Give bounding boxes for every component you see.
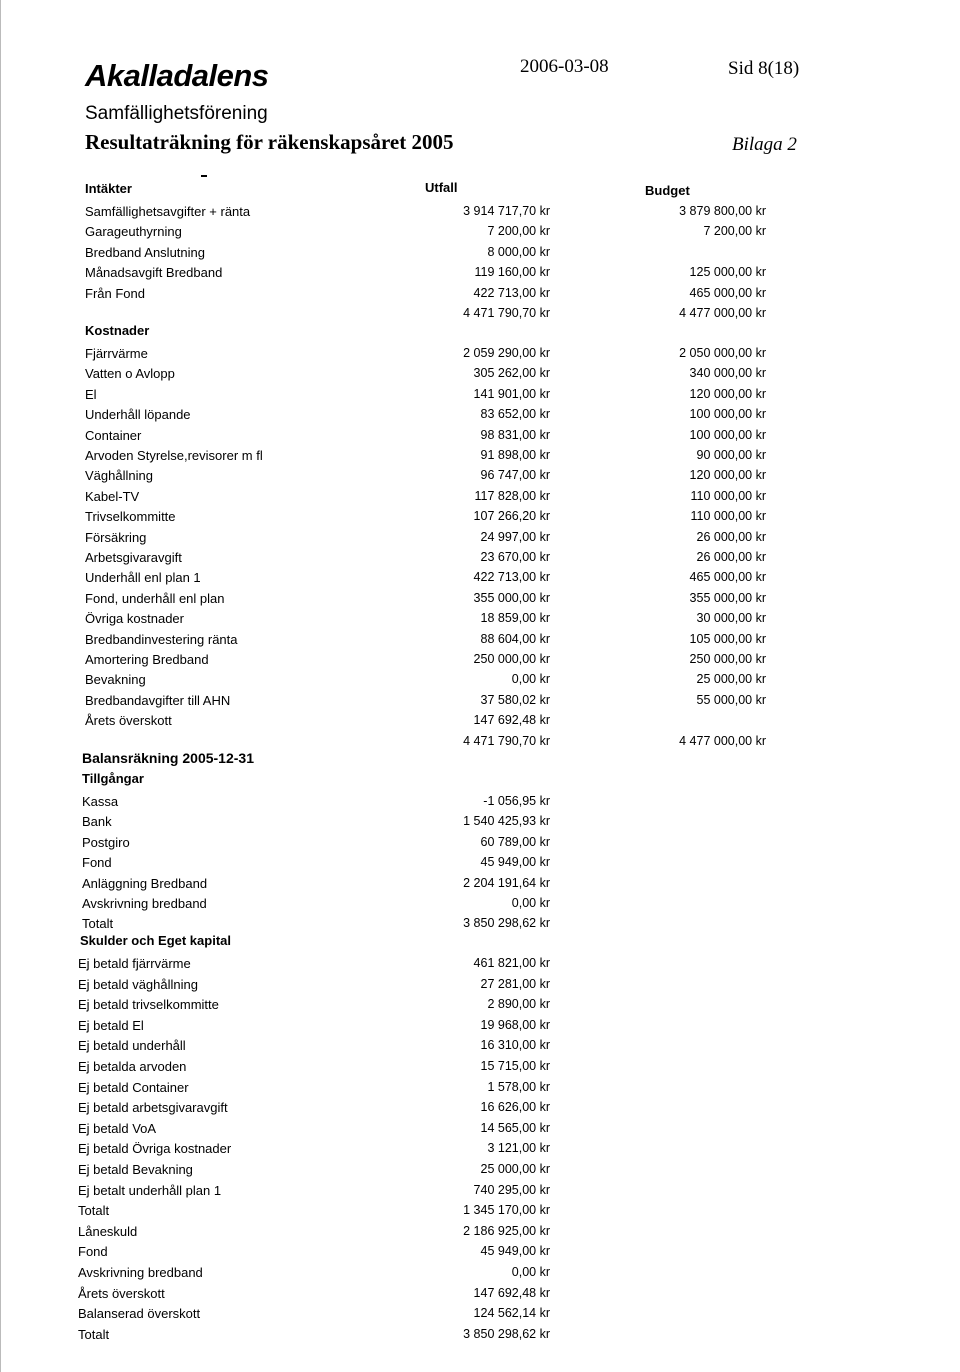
row-outcome-value: 37 580,02 kr (480, 692, 550, 707)
row-label: Totalt (82, 916, 114, 932)
row-budget-value: 120 000,00 kr (689, 386, 766, 401)
row-label: Bank (82, 814, 112, 830)
row-label: Ej betald Övriga kostnader (78, 1141, 232, 1157)
table-row (0, 1121, 960, 1141)
row-label: Totalt (78, 1326, 110, 1342)
table-row (0, 1100, 960, 1120)
table-row (0, 530, 960, 550)
column-header-outcome: Utfall (425, 180, 458, 195)
row-outcome-value: 88 604,00 kr (480, 631, 550, 646)
row-label: Bredbandavgifter till AHN (85, 692, 231, 708)
row-outcome-value: 117 828,00 kr (474, 488, 550, 503)
row-outcome-value: 1 345 170,00 kr (463, 1203, 550, 1218)
row-label: Samfällighetsavgifter + ränta (85, 204, 251, 219)
row-outcome-value: 422 713,00 kr (473, 570, 550, 585)
row-outcome-value: 2 204 191,64 kr (463, 875, 550, 890)
row-outcome-value: 24 997,00 kr (480, 529, 550, 544)
row-outcome-value: 19 968,00 kr (480, 1017, 550, 1032)
table-row (0, 286, 960, 306)
table-row (0, 1059, 960, 1079)
row-label: Försäkring (85, 529, 147, 545)
document-date: 2006-03-08 (520, 56, 609, 77)
row-outcome-value: 1 540 425,93 kr (463, 814, 550, 829)
row-label: Ej betald El (78, 1017, 144, 1033)
column-header-budget: Budget (645, 183, 690, 198)
row-budget-value: 120 000,00 kr (689, 468, 766, 483)
table-row (0, 611, 960, 631)
row-budget-value: 30 000,00 kr (696, 611, 766, 626)
row-label: Övriga kostnader (85, 611, 184, 627)
row-outcome-value: 45 949,00 kr (480, 855, 550, 870)
row-label: Årets överskott (78, 1285, 165, 1301)
row-outcome-value: 16 310,00 kr (480, 1038, 550, 1053)
row-label: Väghållning (85, 468, 153, 484)
row-outcome-value: 3 850 298,62 kr (463, 1326, 550, 1341)
row-label: Arvoden Styrelse,revisorer m fl (85, 448, 263, 463)
row-outcome-value: 124 562,14 kr (473, 1306, 550, 1321)
row-budget-value: 26 000,00 kr (696, 529, 766, 544)
table-row (0, 997, 960, 1017)
scan-speck (201, 175, 207, 177)
row-label: Ej betald VoA (78, 1120, 157, 1136)
row-budget-value: 110 000,00 kr (690, 488, 766, 503)
row-budget-value: 7 200,00 kr (703, 224, 766, 239)
table-row (0, 713, 960, 733)
table-row (0, 652, 960, 672)
row-outcome-value: 4 471 790,70 kr (463, 306, 550, 320)
row-label: Vatten o Avlopp (85, 366, 175, 382)
table-row (0, 956, 960, 976)
row-outcome-value: 15 715,00 kr (480, 1059, 550, 1073)
table-row (0, 1244, 960, 1264)
table-row (0, 876, 960, 896)
row-outcome-value: -1 056,95 kr (483, 794, 550, 808)
row-label: Från Fond (85, 285, 145, 301)
row-label: Trivselkommitte (85, 509, 176, 525)
row-outcome-value: 147 692,48 kr (473, 713, 550, 728)
row-budget-value: 250 000,00 kr (689, 652, 766, 666)
row-budget-value: 90 000,00 kr (696, 448, 766, 462)
table-row (0, 672, 960, 692)
row-label: Kabel-TV (85, 488, 140, 504)
table-row (0, 1038, 960, 1058)
table-row (0, 1203, 960, 1223)
row-label: Månadsavgift Bredband (85, 265, 223, 281)
appendix-label: Bilaga 2 (732, 134, 797, 155)
row-budget-value: 55 000,00 kr (696, 692, 766, 707)
row-label: Kassa (82, 794, 119, 809)
row-outcome-value: 3 914 717,70 kr (463, 204, 550, 218)
row-label: Anläggning Bredband (82, 875, 208, 891)
row-outcome-value: 305 262,00 kr (473, 366, 550, 381)
row-outcome-value: 3 850 298,62 kr (463, 916, 550, 931)
table-row (0, 693, 960, 713)
row-label: Ej betalda arvoden (78, 1059, 187, 1074)
table-row (0, 896, 960, 916)
row-outcome-value: 14 565,00 kr (480, 1120, 550, 1135)
row-outcome-value: 45 949,00 kr (480, 1244, 550, 1259)
table-row (0, 509, 960, 529)
row-outcome-value: 250 000,00 kr (473, 652, 550, 666)
row-outcome-value: 4 471 790,70 kr (463, 733, 550, 748)
row-budget-value: 25 000,00 kr (696, 672, 766, 687)
row-label: Fond, underhåll enl plan (85, 590, 225, 606)
row-outcome-value: 461 821,00 kr (473, 956, 550, 970)
row-outcome-value: 141 901,00 kr (473, 386, 550, 401)
table-row (0, 346, 960, 366)
row-outcome-value: 422 713,00 kr (473, 285, 550, 300)
row-label: Ej betald fjärrvärme (78, 956, 191, 971)
table-row (0, 794, 960, 814)
row-outcome-value: 0,00 kr (511, 1265, 550, 1279)
row-outcome-value: 2 059 290,00 kr (463, 346, 550, 360)
row-label: Bredband Anslutning (85, 244, 205, 260)
table-row (0, 855, 960, 875)
table-row (0, 570, 960, 590)
row-label: Avskrivning bredband (82, 896, 207, 911)
row-budget-value: 465 000,00 kr (689, 570, 766, 585)
row-outcome-value: 96 747,00 kr (480, 468, 550, 483)
row-outcome-value: 16 626,00 kr (480, 1100, 550, 1115)
costs-heading: Kostnader (85, 323, 150, 338)
row-label: Amortering Bredband (85, 652, 209, 667)
table-row (0, 366, 960, 386)
row-label: El (85, 386, 97, 402)
table-row (0, 245, 960, 265)
row-label: Avskrivning bredband (78, 1265, 203, 1280)
row-outcome-value: 23 670,00 kr (480, 550, 550, 564)
document-title: Resultaträkning för räkenskapsåret 2005 (85, 130, 454, 154)
row-outcome-value: 355 000,00 kr (473, 590, 550, 605)
row-outcome-value: 0,00 kr (511, 896, 550, 910)
row-budget-value: 110 000,00 kr (690, 509, 766, 524)
row-budget-value: 465 000,00 kr (689, 285, 766, 300)
table-row (0, 387, 960, 407)
row-outcome-value: 147 692,48 kr (473, 1285, 550, 1300)
row-outcome-value: 98 831,00 kr (480, 427, 550, 442)
table-row (0, 1141, 960, 1161)
table-row (0, 814, 960, 834)
row-label: Ej betald arbetsgivaravgift (78, 1100, 228, 1116)
row-label: Ej betald Container (78, 1079, 189, 1095)
assets-heading: Tillgångar (82, 771, 144, 786)
table-row (0, 550, 960, 570)
row-label: Fond (78, 1244, 108, 1260)
table-row (0, 204, 960, 224)
table-row (0, 1286, 960, 1306)
table-row (0, 468, 960, 488)
row-outcome-value: 107 266,20 kr (473, 509, 550, 524)
row-budget-value: 100 000,00 kr (689, 407, 766, 422)
table-row (0, 835, 960, 855)
row-budget-value: 100 000,00 kr (689, 427, 766, 442)
row-outcome-value: 83 652,00 kr (480, 407, 550, 422)
table-row (0, 1018, 960, 1038)
organization-name: Samfällighetsförening (85, 103, 268, 124)
row-label: Årets överskott (85, 713, 172, 729)
row-outcome-value: 7 200,00 kr (487, 224, 550, 239)
row-label: Bredbandinvestering ränta (85, 631, 238, 647)
table-row (0, 1327, 960, 1347)
row-outcome-value: 8 000,00 kr (487, 244, 550, 259)
row-outcome-value: 2 186 925,00 kr (463, 1223, 550, 1238)
row-budget-value: 125 000,00 kr (689, 265, 766, 280)
table-row (0, 448, 960, 468)
table-row (0, 265, 960, 285)
table-row (0, 407, 960, 427)
row-label: Ej betald underhåll (78, 1038, 186, 1054)
table-row (0, 632, 960, 652)
row-budget-value: 340 000,00 kr (689, 366, 766, 381)
row-label: Fond (82, 855, 112, 871)
page-number: Sid 8(18) (728, 58, 800, 79)
table-row (0, 1224, 960, 1244)
table-row (0, 1306, 960, 1326)
row-outcome-value: 3 121,00 kr (487, 1141, 550, 1156)
row-label: Bevakning (85, 672, 146, 688)
row-label: Underhåll enl plan 1 (85, 570, 201, 586)
row-label: Totalt (78, 1203, 110, 1219)
row-budget-value: 4 477 000,00 kr (679, 306, 766, 320)
table-row (0, 1162, 960, 1182)
table-row (0, 1265, 960, 1285)
row-label: Ej betalt underhåll plan 1 (78, 1182, 222, 1198)
row-label: Låneskuld (78, 1223, 138, 1239)
table-row (0, 489, 960, 509)
row-budget-value: 2 050 000,00 kr (679, 346, 766, 360)
row-budget-value: 355 000,00 kr (689, 590, 766, 605)
row-outcome-value: 60 789,00 kr (480, 834, 550, 849)
table-row (0, 1080, 960, 1100)
row-label: Ej betald Bevakning (78, 1162, 193, 1177)
table-row (0, 977, 960, 997)
row-outcome-value: 1 578,00 kr (487, 1079, 550, 1094)
row-outcome-value: 25 000,00 kr (480, 1162, 550, 1176)
row-label: Ej betald trivselkommitte (78, 997, 219, 1013)
row-label: Garageuthyrning (85, 224, 182, 240)
income-heading: Intäkter (85, 181, 132, 196)
liabilities-heading: Skulder och Eget kapital (80, 933, 231, 948)
row-label: Ej betald väghållning (78, 976, 198, 992)
row-budget-value: 3 879 800,00 kr (679, 204, 766, 218)
table-row (0, 1183, 960, 1203)
row-outcome-value: 27 281,00 kr (480, 976, 550, 991)
row-outcome-value: 740 295,00 kr (473, 1182, 550, 1197)
row-outcome-value: 18 859,00 kr (480, 611, 550, 626)
row-label: Container (85, 427, 142, 443)
row-budget-value: 4 477 000,00 kr (679, 733, 766, 748)
row-label: Balanserad överskott (78, 1306, 201, 1322)
row-budget-value: 26 000,00 kr (696, 550, 766, 564)
table-row (0, 428, 960, 448)
row-label: Postgiro (82, 834, 130, 850)
row-outcome-value: 2 890,00 kr (487, 997, 550, 1012)
balance-heading: Balansräkning 2005-12-31 (82, 750, 254, 766)
row-outcome-value: 0,00 kr (511, 672, 550, 687)
table-row (0, 591, 960, 611)
row-budget-value: 105 000,00 kr (689, 631, 766, 646)
row-label: Arbetsgivaravgift (85, 550, 182, 565)
row-label: Underhåll löpande (85, 407, 191, 423)
logo-wordmark: Akalladalens (85, 58, 269, 93)
row-outcome-value: 119 160,00 kr (474, 265, 550, 280)
row-label: Fjärrvärme (85, 346, 148, 361)
table-row (0, 224, 960, 244)
row-outcome-value: 91 898,00 kr (480, 448, 550, 462)
